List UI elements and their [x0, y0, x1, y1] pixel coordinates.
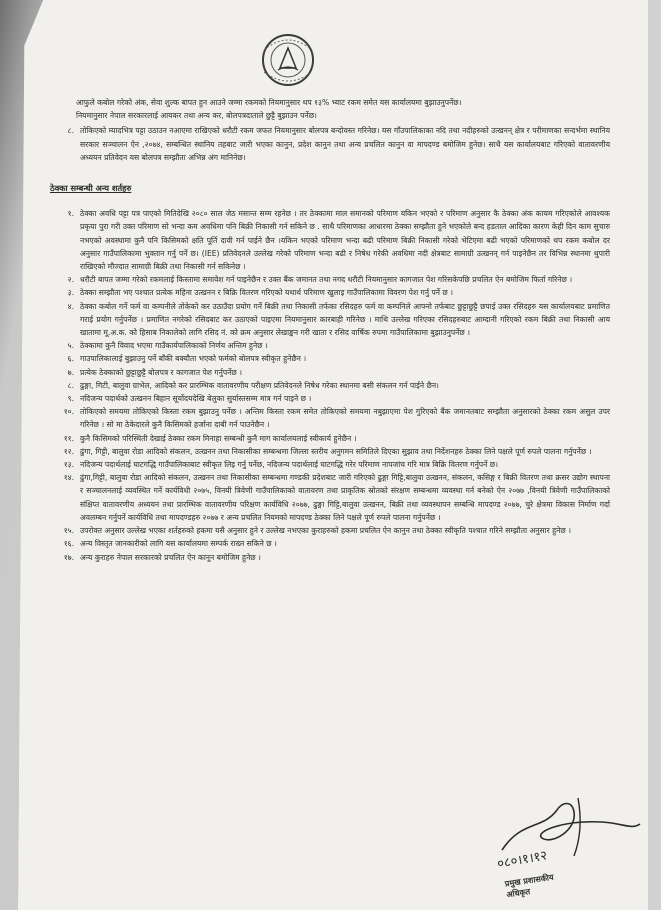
clause-number: ८. — [67, 126, 74, 136]
condition-text: कुनै किसिमको परिस्थिती देखाई ठेक्का रकम मिनाहा सम्बन्धी कुनै माग कार्यालयलाई स्वीकार्य हुनेछैन । — [80, 433, 357, 443]
intro-line-2: नियमानुसार नेपाल सरकारलाई आयकर तथा अन्य कर, बोलपत्रदाताले छुट्टै बुझाउन पर्नेछ। — [76, 111, 317, 121]
condition-item — [50, 458, 610, 471]
condition-number: १६. — [63, 539, 74, 549]
condition-number: ५. — [67, 341, 74, 351]
condition-number: ९. — [67, 394, 74, 404]
condition-item — [50, 366, 610, 379]
condition-number: ३. — [67, 288, 74, 298]
condition-text: ढुंगा, गिट्टी, बालुवा रोडा आदिको संकलन, उत्खनन तथा निकासीका सम्बन्धमा जिल्ला स्तरीय अनुगमन समितिले दिएका सुझाव तथा निर्देशनहरु ठेक्का लिने पक्षले पूर्ण रुपले पालना गर्नुपर्नेछ । — [80, 446, 592, 456]
condition-item — [50, 286, 610, 299]
condition-text: नदिजन्य पदार्थको उत्खनन बिहान सूर्योदयदेखि बेलुका सुर्यास्तसम्म मात्र गर्न पाइने छ । — [80, 394, 312, 404]
condition-text: धरौटी बापत जम्मा गरेको रकमलाई किस्तामा समावेश गर्न पाइनेछैन र उक्त बैंक जमानत तथा नगद धरौटी नियमानुसार कागजात पेश गरिसकेपछि प्रचलित ऐन बमोजिम फिर्ता गरिनेछ । — [80, 275, 573, 285]
condition-text: नदिजन्य पदार्थलाई घाटगद्धि गाउँपालिकाबाट स्वीकृत लिइ गर्नु पर्नेछ, नदिजन्य पदार्थलाई घाटगद्धि गरेर परिमाण नापजांच गरि मात्र बिक्रि वितरण गर्नुपर्ने छ। — [80, 460, 498, 470]
stamp-line: प्रमुख प्रशासकीय — [504, 872, 555, 889]
condition-text: गाउपालिकालाई बुझाउनु पर्ने बाँकी बक्यौता भएको फर्मको बोलपत्र स्वीकृत हुनेछैन । — [80, 354, 307, 364]
section-heading: ठेक्का सम्बन्धी अन्य शर्तहरु — [50, 183, 132, 194]
document-body — [50, 96, 610, 564]
condition-number: १४. — [63, 473, 74, 483]
condition-text: तोकिएको समयमा तोकिएको किस्ता रकम बुझाउनु पर्नेछ । अन्तिम किस्ता रकम समेत तोकिएको समयमा नबुझाएमा पेश गुरिएको बैंक जमानतबाट सम्झौता अनुसारको ठेक्का रकम असुल उपर गरिनेछ । सो मा ठेकेदारले कुनै किसिमको हर्जाना दाबी गर्न पाउनेछैन । — [80, 407, 610, 430]
signature-date: ०८०।१।१२ — [496, 848, 549, 872]
condition-number: ८. — [67, 380, 74, 390]
condition-item — [50, 405, 610, 431]
clause-8 — [50, 124, 610, 164]
intro-line-1: आफुले कबोल गरेको अंक, सेवा शुल्क बापत हुन आउने जम्मा रकमको नियमानुसार थप १३% भ्याट रकम समेत यस कार्यालयमा बुझाउनुपर्नेछ। — [76, 98, 462, 107]
condition-number: १२. — [63, 446, 74, 456]
condition-number: ६. — [67, 354, 74, 364]
condition-text: ठेक्का अवधि पट्टा पत्र पाएको मितिदेखि २०८० साल जेठ मसान्त सम्म रहनेछ । तर ठेक्कामा माल समानको परिमाण यकिन भएको र परिमाण अनुसार कै ठेक्का अंक कायम गरिएकोले आवश्यक प्रकृया पुरा गरी उक्त परिमाण सो भन्दा कम अवधिमा पनि बिक्री निकासी गर्न सकिने छ . साथै परिमाणका आधारमा ठेक्का सम्झौता हुने भएकोले बन्द हडताल आदिका कारण केही दिन काम सुचारु नभएको अवस्थामा कुनै पनि किसिमको क्षति पूर्ति दावी गर्न पाईने छैन ।यकिन भएको परिमाण भन्दा बढी परिमाण बिक्री निकासी गरेको भेटिएमा बढी भएको परिमाणको थप रकम कबोल दर अनुसार गाउँपालिकामा भुक्तान गर्नु पर्ने छ। (IEE) प्रतिवेदनले उल्लेख गरेको परिमाण भन्दा बढी र निषेध गरेकी अवधिमा नदी क्षेत्रबाट सामाग्री उत्खनन् गर्न पाइनेछैन तर विभिन्न स्थानमा थुपारी राखिएको मौज्दात सामाग्री बिक्री तथा निकासी गर्न सकिनेछ । — [80, 209, 611, 272]
condition-item — [50, 471, 610, 524]
condition-text: अन्य विस्तृत जानकारीको लागि यस कार्यालयमा सम्पर्क राख्न सकिने छ । — [80, 539, 277, 549]
condition-item — [50, 432, 610, 445]
condition-item — [50, 339, 610, 352]
stamp-line: अधिकृत — [505, 887, 531, 900]
condition-number: ४. — [67, 301, 74, 311]
condition-text: ढुङ्गा, गिटी, बालुवा ग्राभेल, आदिको कर प्रारम्भिक वातावरणीय परीक्षण प्रतिवेदनले निषेध गरेका स्थानमा बसी संकलन गर्न पाईने छैन। — [80, 380, 439, 390]
condition-item — [50, 551, 610, 564]
condition-item — [50, 300, 610, 340]
condition-number: १. — [67, 209, 74, 219]
clause-text: तोकिएको म्यादभित्र पट्टा उठाउन नआएमा राखिएको धरौटी रकम जफत नियमानुसार बोलपत्र बन्दोवस्त गरिनेछ। यस गाँउपालिकाका नदि तथा नदीहरुको उत्खनन् क्षेत्र र परीमाणका सन्दर्भमा स्थानिय सरकार सञ्चालन ऐन ,२०७४, सम्बन्धित स्थानिय तहबाट जारी भएका कानुन, प्रदेश कानुन तथा अन्य प्रचलित कानुन वा मापदण्ड बमोजिम हुनेछ। साथै यस कार्यालयबाट गरिएको वातावरणीय अध्ययन प्रतिवेदन यस बोलपत्र सम्झौता अभिन्न अंग मानिनेछ। — [80, 126, 610, 162]
condition-text: प्रत्येक ठेक्काको छुट्टाछुट्टै बोलपत्र र कागजात पेश गर्नुपर्नेछ । — [80, 367, 243, 377]
condition-item — [50, 445, 610, 458]
condition-item — [50, 524, 610, 537]
condition-item — [50, 352, 610, 365]
condition-number: १०. — [63, 407, 74, 417]
condition-number: १३. — [63, 460, 74, 470]
condition-item — [50, 537, 610, 550]
condition-text: ठेक्का कबोल गर्ने फर्म वा कम्पनीले तोकेको कर उठाउँदा प्रयोग गर्ने बिक्री तथा निकासी तर्फका रसिदहरु फर्म वा कम्पनिले आफ्नो तर्फबाट छुट्टाछुट्टै छपाई उक्त रसिदहरु यस कार्यालयबाट प्रमाणित गराई प्रयोग गर्नुपर्नेछ । प्रमाणित नगरेको रसिदबाट कर उठाएको पाइएमा नियमानुसार कारबाही गरिनेछ । माथि उल्लेख गरिएका रसिदहरुबाट आम्दानी गरिएको रकम बिक्री तथा निकासी आय खातामा मू.अ.क. को हिसाब निकालेको लागि रसिद नं. को क्रम अनुसार लेखाङ्कन गरी खाता र रसिद वार्षिक रुपमा गाउँपालिकामा बुझाउनुपर्नेछ । — [80, 301, 610, 338]
condition-number: ७. — [67, 367, 74, 377]
condition-text: अन्य कुराहरु नेपाल सरकारको प्रचलित ऐन कानून बमोजिम हुनेछ । — [80, 552, 261, 562]
condition-item — [50, 207, 610, 273]
condition-number: १७. — [63, 552, 74, 562]
conditions-list — [50, 207, 610, 563]
official-seal-icon — [250, 28, 326, 92]
condition-item — [50, 273, 610, 286]
condition-item — [50, 379, 610, 392]
condition-number: १५. — [63, 526, 74, 536]
condition-text: ठेक्कामा कुनै विवाद भएमा गाउँकार्यपालिकाको निर्णय अन्तिम हुनेछ । — [80, 341, 268, 351]
condition-number: २. — [67, 275, 74, 285]
condition-text: ढुंगा,गिट्टी, बालुवा रोडा आदिको संकलन, उत्खनन तथा निकासीका सम्बन्धमा गण्डकी प्रदेशबाट जारी गरिएको ढुङ्गा गिट्टि,बालुवा उत्खनन, संकलन, कसिङ्ग र बिक्री वितरण तथा क्रसर उद्योग स्थापना र सञ्चालनलाई व्यवस्थित गर्ने कार्यविधी २०७५, विनयी त्रिवेणी गाउँपालिकाको वातावरण तथा प्राकृतिक स्रोतको संरक्षण सम्बन्धमा व्यवस्था गर्न बनेको ऐन २०७७ ,विनयी त्रिवेणी गाउँपालिकाको संक्षिप्त वातावरणीय अध्ययन तथा प्रारम्भिक वातावरणीय परिक्षण कार्यविधि २०७७, ढुङ्गा गिट्टि,बालुवा उत्खनन, बिक्री तथा व्यवस्थापन सम्बन्धि मापदण्ड २०७७, चुरे क्षेत्रमा विकास निर्माण गर्दा अवलम्बन गर्नुपर्ने कार्यविधि तथा मापदण्डहरु २०७७ र अन्य प्रचलित नियमको मापदण्ड ठेक्का लिने पक्षले पूर्ण रुपले पालना गर्नुपर्नेछ । — [80, 473, 610, 522]
condition-item — [50, 392, 610, 405]
condition-text: उपरोक्त अनुसार उल्लेख भएका शर्तहरुको हकमा यसै अनुसार हुने र उल्लेख नभएका कुराहरुको हकमा प्रचलित ऐन कानुन तथा ठेक्का स्वीकृति पश्चात गरिने सम्झौता अनुसार हुनेछ । — [80, 526, 571, 536]
condition-text: ठेक्का सम्झौता भए पश्चात प्रत्येक महिना उत्खनन र बिक्रि वितरण गरिएको यथार्थ परिमाण खुलाइ गाउँपालिकामा विवरण पेश गर्नु पर्ने छ । — [80, 288, 454, 298]
condition-number: ११. — [63, 433, 74, 443]
